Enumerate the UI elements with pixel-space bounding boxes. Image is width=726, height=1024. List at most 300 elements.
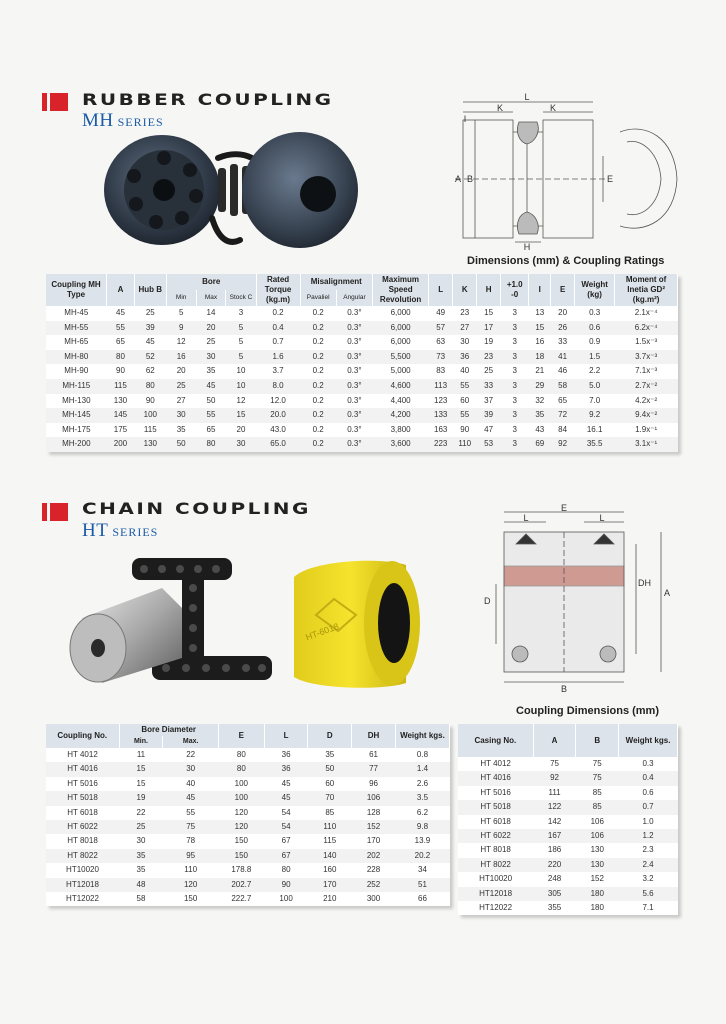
table-cell: HT 4012 [480, 759, 511, 768]
table-cell: 0.3° [347, 366, 362, 376]
table-cell: HT 8018 [480, 845, 511, 855]
col-l: L [429, 274, 453, 306]
col-casing-no: Casing No. [458, 724, 533, 757]
table-cell: 39 [477, 408, 501, 423]
table-row [46, 423, 678, 438]
table-cell: 27 [453, 321, 477, 336]
table-cell: 80 [218, 762, 264, 776]
table-cell: 0.3° [336, 321, 372, 336]
table-cell: 30 [166, 408, 196, 423]
table-cell: 202 [352, 849, 396, 863]
table-cell: HT 6018 [67, 807, 98, 817]
table-cell: 3 [501, 321, 529, 336]
table-cell: 50 [206, 395, 216, 405]
table-cell: 30 [196, 350, 226, 365]
table-cell: 0.3° [347, 308, 362, 317]
table-cell: 5 [226, 350, 256, 365]
table-cell: 20 [196, 321, 226, 336]
table-cell: 20 [558, 308, 568, 317]
table-cell: 10 [226, 379, 256, 394]
table-cell: 67 [281, 836, 291, 846]
table-cell: 0.6 [642, 787, 654, 797]
casing-stamp: HT-6018 [304, 621, 341, 643]
table-row [46, 335, 678, 350]
col-coupling-no: Coupling No. [46, 724, 119, 748]
table-cell: 3.2 [642, 874, 654, 884]
table-cell: 35 [325, 750, 335, 759]
table-cell: 43 [535, 424, 545, 434]
series-word: SERIES [117, 115, 164, 129]
table-cell: 4.2x⁻² [635, 395, 658, 405]
table-cell: 20 [236, 424, 246, 434]
table-cell: 2.2 [589, 366, 601, 376]
table-cell: 35 [529, 408, 551, 423]
table-cell: 34 [418, 865, 427, 875]
table-cell: 106 [590, 816, 604, 826]
table-cell: 12 [236, 395, 246, 405]
table-cell: 19 [119, 791, 163, 805]
table-cell: 22 [136, 807, 146, 817]
section-marker-icon [42, 93, 68, 111]
table-cell: 122 [533, 800, 576, 814]
table-cell: 32 [535, 395, 545, 405]
table-cell: 75 [576, 771, 619, 785]
table-cell: 25 [166, 379, 196, 394]
table-cell: 170 [366, 836, 381, 846]
col-coupling: Coupling MH Type [46, 274, 107, 306]
col-tolerance: +1.0 -0 [501, 274, 529, 306]
series-code-2: HT [82, 520, 109, 541]
col-bore: Bore [166, 274, 256, 290]
table-cell: 152 [590, 874, 604, 884]
table-cell: 67 [264, 849, 308, 863]
col-l-chain: L [264, 724, 308, 748]
rubber-caption: Dimensions (mm) & Coupling Ratings [467, 255, 665, 267]
table-cell: 0.3° [347, 337, 362, 347]
table-cell: 133 [429, 408, 453, 423]
table-cell: 5 [238, 337, 244, 347]
table-cell: 50 [166, 437, 196, 452]
table-cell: 0.3 [642, 759, 654, 768]
table-cell: 90 [116, 366, 125, 376]
table-cell: 3 [501, 379, 529, 394]
table-cell: 0.7 [619, 800, 678, 814]
col-a-casing: A [533, 724, 576, 757]
table-cell: HT 5018 [458, 800, 533, 814]
table-cell: 0.3° [336, 408, 372, 423]
table-cell: MH-130 [62, 395, 91, 405]
table-cell: 180 [576, 887, 619, 901]
table-cell: 75 [550, 759, 559, 768]
table-cell: HT12022 [479, 903, 513, 913]
table-cell: 3.7 [272, 366, 284, 376]
table-cell: 123 [434, 395, 448, 405]
col-torque: Rated Torque (kg.m) [256, 274, 300, 306]
table-cell: 15 [226, 408, 256, 423]
table-cell: 6,000 [373, 321, 429, 336]
table-cell: 160 [323, 865, 337, 875]
table-cell: 52 [134, 350, 166, 365]
table-cell: 30 [136, 836, 146, 846]
table-cell: 65.0 [256, 437, 300, 452]
table-row [46, 306, 678, 321]
table-cell: 96 [369, 778, 378, 788]
table-cell: 130 [590, 845, 604, 855]
table-row [46, 849, 450, 863]
table-cell: 77 [352, 762, 396, 776]
table-cell: 85 [592, 787, 602, 797]
table-row [46, 762, 450, 776]
table-cell: 0.2 [312, 337, 324, 347]
table-cell: 40 [186, 778, 196, 788]
table-cell: 0.2 [300, 379, 336, 394]
dim-label-a-chain: A [664, 588, 671, 598]
col-e: E [551, 274, 575, 306]
table-cell: 0.2 [312, 308, 324, 317]
table-row [458, 887, 678, 901]
rubber-coupling-diagram [455, 92, 685, 252]
table-cell: 45 [264, 791, 308, 805]
col-a: A [107, 274, 135, 306]
table-cell: 20.0 [256, 408, 300, 423]
table-cell: 30 [460, 337, 470, 347]
table-cell: 70 [308, 791, 352, 805]
table-cell: 20.2 [395, 849, 449, 863]
table-cell: 17 [477, 321, 501, 336]
table-cell: 90 [460, 424, 470, 434]
table-cell: 111 [548, 787, 561, 797]
dim-label-a: A [455, 174, 462, 184]
col-hub: Hub B [134, 274, 166, 306]
table-row [46, 408, 678, 423]
table-row [46, 777, 450, 791]
table-cell: 90 [145, 395, 155, 405]
table-cell: 2.6 [416, 778, 429, 788]
table-cell: 39 [134, 321, 166, 336]
table-cell: 3 [512, 395, 517, 405]
table-row [46, 892, 450, 906]
table-cell: 53 [477, 437, 501, 452]
table-cell: 25 [484, 366, 494, 376]
table-cell: 5 [178, 308, 184, 317]
chain-caption: Coupling Dimensions (mm) [516, 705, 659, 717]
table-cell: 0.2 [300, 321, 336, 336]
table-cell: 54 [264, 820, 308, 834]
table-cell: 58 [136, 894, 146, 904]
table-row [46, 394, 678, 409]
table-cell: 100 [134, 408, 166, 423]
table-cell: 36 [281, 750, 291, 759]
dim-label-e-chain: E [560, 504, 568, 513]
dim-label-l: L [524, 92, 530, 102]
table-cell: 46 [558, 366, 568, 376]
dim-label-h: H [523, 242, 531, 252]
table-cell: 12 [176, 337, 186, 347]
dim-label-k: K [496, 103, 504, 113]
table-cell: 5,500 [373, 350, 429, 365]
table-cell: 0.4 [619, 771, 678, 785]
table-cell: 0.3° [336, 437, 372, 452]
table-cell: HT12018 [458, 887, 533, 901]
table-cell: 75 [163, 820, 218, 834]
table-cell: 4,400 [390, 395, 411, 405]
table-cell: 51 [395, 878, 449, 892]
table-cell: 45 [196, 379, 226, 394]
table-cell: 48 [119, 878, 163, 892]
table-cell: 6.2 [416, 807, 429, 817]
table-cell: 80 [107, 350, 135, 365]
table-cell: 5.0 [575, 379, 615, 394]
table-cell: 20 [176, 366, 186, 376]
table-cell: 9.4x⁻² [615, 408, 678, 423]
table-cell: 61 [369, 750, 378, 759]
table-cell: 175 [113, 424, 128, 434]
table-row [46, 321, 678, 336]
dim-label-e: E [607, 174, 614, 184]
table-cell: 5,000 [390, 366, 411, 376]
table-row [458, 786, 678, 800]
table-cell: 11 [136, 750, 146, 759]
table-cell: 45 [281, 778, 291, 788]
table-cell: 3 [501, 350, 529, 365]
table-cell: 22 [186, 750, 196, 759]
col-weight-casing: Weight kgs. [619, 724, 678, 757]
col-bore-min: Min [166, 290, 196, 306]
table-cell: 15 [484, 308, 494, 317]
table-cell: 13 [535, 308, 545, 317]
table-cell: HT 8022 [46, 849, 119, 863]
table-cell: HT 4016 [458, 771, 533, 785]
col-dh: DH [352, 724, 396, 748]
dim-label-b-chain: B [560, 684, 568, 694]
table-cell: 163 [434, 424, 448, 434]
table-cell: 110 [308, 820, 352, 834]
table-cell: 5 [226, 321, 256, 336]
table-cell: 2.7x⁻² [615, 379, 678, 394]
table-cell: 200 [107, 437, 135, 452]
table-cell: 9.8 [395, 820, 449, 834]
table-cell: 25 [206, 337, 216, 347]
table-cell: 0.8 [416, 750, 429, 759]
table-cell: 36 [453, 350, 477, 365]
table-cell: 66 [418, 894, 427, 904]
table-cell: 75 [592, 759, 602, 768]
table-cell: 25 [145, 308, 155, 317]
dim-label-b: B [467, 174, 474, 184]
table-cell: 202.7 [218, 878, 264, 892]
table-cell: 85 [576, 800, 619, 814]
col-misalign-angular: Angular [336, 290, 372, 306]
dim-label-k2: K [549, 103, 557, 113]
rubber-coupling-photo [100, 128, 360, 260]
table-cell: 92 [533, 771, 576, 785]
chain-casing-photo [282, 555, 428, 695]
table-cell: 140 [308, 849, 352, 863]
table-cell: 21 [535, 366, 545, 376]
table-cell: 100 [218, 791, 264, 805]
table-row [458, 858, 678, 872]
table-cell: 69 [529, 437, 551, 452]
table-cell: 1.4 [395, 762, 449, 776]
table-cell: 95 [163, 849, 218, 863]
table-cell: 150 [234, 836, 248, 846]
table-cell: 16 [166, 350, 196, 365]
table-cell: 0.9 [589, 337, 601, 347]
table-row [458, 815, 678, 829]
table-cell: 152 [352, 820, 396, 834]
table-cell: 228 [366, 865, 381, 875]
chain-coupling-title: CHAIN COUPLING [82, 499, 311, 519]
table-row [458, 872, 678, 886]
table-cell: 150 [218, 849, 264, 863]
table-cell: 115 [143, 424, 157, 434]
table-cell: 0.2 [300, 437, 336, 452]
table-cell: 0.4 [256, 321, 300, 336]
table-cell: HT 6022 [46, 820, 119, 834]
table-cell: 1.2 [619, 829, 678, 843]
table-cell: 115 [323, 836, 337, 846]
table-cell: 84 [558, 424, 568, 434]
col-bore-stock: Stock C [226, 290, 256, 306]
table-cell: 29 [529, 379, 551, 394]
table-cell: 33 [477, 379, 501, 394]
chain-series-label [82, 520, 158, 542]
table-cell: 13.9 [414, 836, 431, 846]
table-cell: 248 [547, 874, 562, 884]
table-cell: HT 8018 [67, 836, 98, 846]
col-moment: Moment of Inetia GD² (kg.m²) [615, 274, 678, 306]
table-cell: 115 [107, 379, 135, 394]
table-cell: 145 [107, 408, 135, 423]
table-cell: 0.7 [272, 337, 284, 347]
table-row [46, 748, 450, 762]
table-cell: 58 [551, 379, 575, 394]
table-cell: 120 [218, 820, 264, 834]
table-cell: 35 [136, 865, 146, 875]
table-row [46, 437, 678, 452]
table-cell: HT 5016 [67, 778, 98, 788]
table-cell: 9 [166, 321, 196, 336]
table-cell: 3 [238, 308, 244, 317]
table-cell: 47 [484, 424, 494, 434]
table-cell: MH-145 [46, 408, 107, 423]
col-misalignment: Misalignment [300, 274, 373, 290]
table-cell: 23 [477, 350, 501, 365]
table-cell: 55 [186, 807, 196, 817]
table-cell: 186 [547, 845, 562, 855]
table-cell: 92 [551, 437, 575, 452]
table-cell: 0.2 [272, 308, 284, 317]
table-cell: 35 [206, 366, 216, 376]
col-d: D [308, 724, 352, 748]
table-cell: 2.1x⁻⁴ [634, 308, 658, 317]
table-row [458, 771, 678, 785]
table-cell: 55 [453, 408, 477, 423]
table-cell: 15 [529, 321, 551, 336]
table-cell: 0.2 [312, 395, 324, 405]
table-cell: 1.5 [575, 350, 615, 365]
table-cell: 80 [196, 437, 226, 452]
table-row [458, 800, 678, 814]
dim-label-dh: DH [638, 578, 651, 588]
table-cell: 9.2 [575, 408, 615, 423]
table-cell: 0.2 [312, 366, 324, 376]
table-cell: HT 4016 [46, 762, 119, 776]
table-cell: 12.0 [270, 395, 286, 405]
table-cell: MH-55 [46, 321, 107, 336]
table-cell: 3 [512, 337, 517, 347]
col-weight: Weight (kg) [575, 274, 615, 306]
table-cell: 90 [264, 878, 308, 892]
table-cell: 167 [533, 829, 576, 843]
table-cell: 26 [551, 321, 575, 336]
table-cell: 1.5x⁻³ [635, 337, 658, 347]
table-cell: 223 [429, 437, 453, 452]
table-cell: 3 [512, 424, 517, 434]
dim-label-l-chain: L [523, 513, 529, 523]
table-cell: HT12018 [46, 878, 119, 892]
table-cell: 3 [501, 408, 529, 423]
table-cell: 78 [186, 836, 196, 846]
table-cell: 2.3 [642, 845, 654, 855]
table-row [458, 843, 678, 857]
table-cell: HT 5018 [46, 791, 119, 805]
col-weight-chain: Weight kgs. [395, 724, 449, 748]
table-cell: 110 [453, 437, 477, 452]
table-cell: HT 5016 [480, 787, 511, 797]
table-row [46, 791, 450, 805]
series-word-2: SERIES [112, 525, 159, 539]
section-marker-icon-2 [42, 503, 68, 521]
table-cell: 3 [512, 366, 517, 376]
table-cell: 36 [264, 762, 308, 776]
table-cell: 222.7 [231, 894, 252, 904]
table-cell: 106 [576, 829, 619, 843]
table-cell: 252 [352, 878, 396, 892]
table-cell: 45 [116, 308, 125, 317]
table-cell: 65 [558, 395, 568, 405]
table-cell: 63 [436, 337, 446, 347]
table-cell: 54 [281, 807, 291, 817]
table-cell: 0.2 [312, 424, 324, 434]
table-cell: 7.1 [642, 903, 654, 913]
col-bore-diameter: Bore Diameter [119, 724, 218, 736]
table-cell: HT 8022 [458, 858, 533, 872]
table-cell: 14 [206, 308, 216, 317]
table-cell: 1.0 [642, 816, 654, 826]
table-cell: 65 [116, 337, 125, 347]
table-cell: 0.3° [347, 395, 362, 405]
table-cell: 6.2x⁻⁴ [615, 321, 678, 336]
table-cell: 170 [308, 878, 352, 892]
table-cell: 45 [145, 337, 155, 347]
table-row [46, 878, 450, 892]
table-cell: 40 [460, 366, 470, 376]
rubber-coupling-title: RUBBER COUPLING [82, 90, 334, 110]
table-row [458, 757, 678, 771]
table-cell: MH-80 [46, 350, 107, 365]
chain-coupling-photo [62, 548, 282, 698]
table-cell: 55 [107, 321, 135, 336]
table-cell: 100 [234, 778, 248, 788]
table-cell: 100 [279, 894, 293, 904]
table-cell: 72 [551, 408, 575, 423]
table-cell: MH-90 [64, 366, 89, 376]
table-cell: 0.3° [347, 424, 362, 434]
table-cell: 0.3° [336, 350, 372, 365]
table-cell: 3,800 [390, 424, 411, 434]
table-cell: HT10020 [66, 865, 99, 875]
